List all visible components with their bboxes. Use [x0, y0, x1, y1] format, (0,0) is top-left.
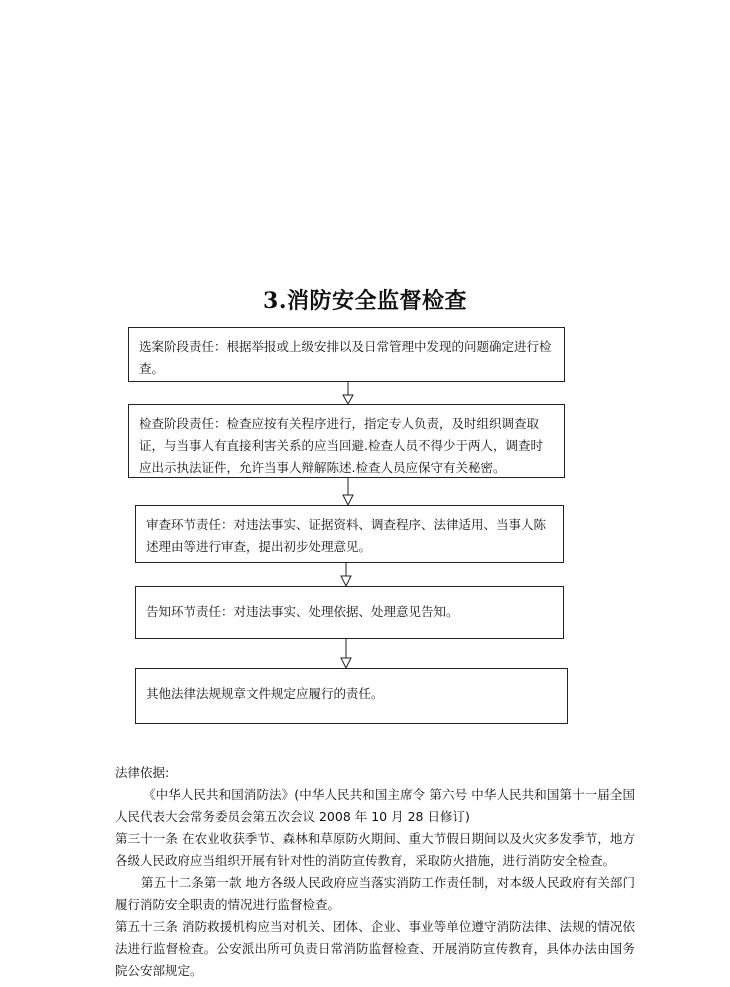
- flow-step-text: 检查阶段责任：检查应按有关程序进行，指定专人负责，及时组织调查取证，与当事人有直接利害关系的应当回避.检查人员不得少于两人，调查时应出示执法证件，允许当事人辩解陈述.检查人员应保守有关秘密。: [139, 416, 543, 475]
- flow-step-text: 选案阶段责任：根据举报或上级安排以及日常管理中发现的问题确定进行检查。: [139, 339, 552, 376]
- flow-step-review: [135, 505, 564, 563]
- flow-step-text: 告知环节责任：对违法事实、处理依据、处理意见告知。: [146, 604, 459, 619]
- legal-basis-law-reference: 《中华人民共和国消防法》(中华人民共和国主席令 第六号 中华人民共和国第十一届全国人民代表大会常务委员会第五次会议 2008 年 10 月 28 日修订): [115, 787, 635, 824]
- flow-step-selection: [128, 327, 565, 382]
- legal-basis-article-53: 第五十三条 消防救援机构应当对机关、团体、企业、事业等单位遵守消防法律、法规的情况依法进行监督检查。公安派出所可负责日常消防监督检查、开展消防宣传教育，具体办法由国务院公安部规定。: [115, 919, 635, 978]
- flow-step-text: 审查环节责任：对违法事实、证据资料、调查程序、法律适用、当事人陈述理由等进行审查，提出初步处理意见。: [146, 517, 547, 554]
- flow-arrow-2: [340, 478, 356, 506]
- flow-arrow-3: [338, 563, 354, 587]
- flow-step-inspection: [128, 404, 565, 478]
- legal-basis-section: [115, 762, 635, 982]
- legal-basis-heading: 法律依据:: [115, 765, 170, 780]
- page-title: 3.消防安全监督检查: [263, 288, 467, 314]
- flow-step-other-duties: [135, 668, 568, 724]
- flow-arrow-1: [340, 382, 356, 405]
- flow-step-text: 其他法律法规规章文件规定应履行的责任。: [146, 686, 384, 701]
- legal-basis-article-52: 第五十二条第一款 地方各级人民政府应当落实消防工作责任制，对本级人民政府有关部门履行消防安全职责的情况进行监督检查。: [115, 875, 635, 912]
- flow-arrow-4: [338, 639, 354, 669]
- flow-step-notification: [135, 586, 564, 639]
- legal-basis-article-31: 第三十一条 在农业收获季节、森林和草原防火期间、重大节假日期间以及火灾多发季节，地方各级人民政府应当组织开展有针对性的消防宣传教育，采取防火措施，进行消防安全检查。: [115, 831, 635, 868]
